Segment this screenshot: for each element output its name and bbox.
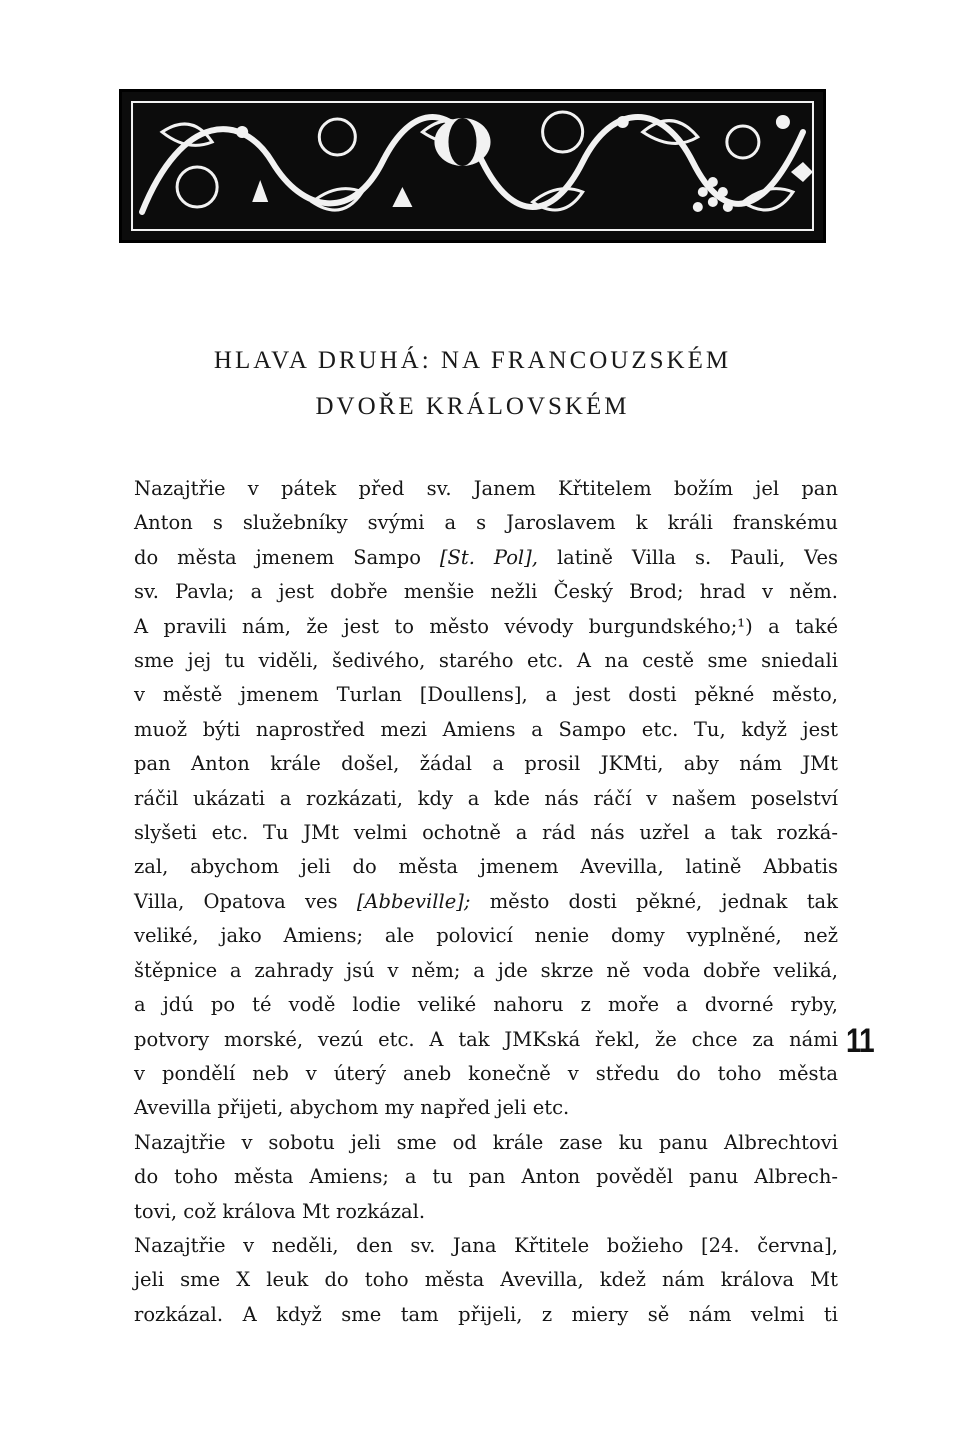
chapter-title xyxy=(119,338,826,430)
text-line: jeli sme X leuk do toho města Avevilla, kdež nám králova Mt xyxy=(134,1268,838,1292)
chapter-title-line-2: DVOŘE KRÁLOVSKÉM xyxy=(315,393,630,420)
page-number: 11 xyxy=(846,1022,874,1060)
italic-text: [St. Pol], xyxy=(439,545,538,569)
paragraph xyxy=(134,1229,838,1332)
text-line: Nazajtřie v sobotu jeli sme od krále zase ku panu Albrechtovi xyxy=(134,1130,838,1154)
text-line: Nazajtřie v neděli, den sv. Jana Křtitele božieho [24. června], xyxy=(134,1233,838,1257)
text-line: sme jej tu viděli, šedivého, starého etc. A na cestě sme sniedali xyxy=(134,649,838,673)
text-line: v městě jmenem Turlan [Doullens], a jest dosti pěkné město, xyxy=(134,683,838,707)
text-line: A pravili nám, že jest to město vévody burgundského;¹) a také xyxy=(134,614,838,638)
text-line: v pondělí neb v úterý aneb konečně v středu do toho města xyxy=(134,1061,838,1085)
paragraph xyxy=(134,472,838,1126)
text-line: sv. Pavla; a jest dobře menšie nežli Český Brod; hrad v něm. xyxy=(134,580,838,604)
text-line: muož býti naprostřed mezi Amiens a Sampo etc. Tu, když jest xyxy=(134,717,838,741)
text-line: a jdú po té vodě lodie veliké nahoru z moře a dvorné ryby, xyxy=(134,993,838,1017)
text-line: Nazajtřie v pátek před sv. Janem Křtitelem božím jel pan xyxy=(134,477,838,500)
text-line: zal, abychom jeli do města jmenem Avevilla, latině Abbatis xyxy=(134,855,838,879)
paragraph xyxy=(134,1126,838,1229)
text-line: pan Anton krále došel, žádal a prosil JKMti, aby nám JMt xyxy=(134,752,838,776)
text-line: Avevilla přijeti, abychom my napřed jeli etc. xyxy=(134,1096,570,1120)
text-line: do města jmenem Sampo [St. Pol], latině Villa s. Pauli, Ves xyxy=(134,545,839,569)
chapter-title-line-1: HLAVA DRUHÁ: NA FRANCOUZSKÉM xyxy=(213,347,732,374)
text-line: tovi, což králova Mt rozkázal. xyxy=(134,1199,426,1223)
floral-vine-ornament-icon xyxy=(122,92,823,240)
text-line: Anton s služebníky svými a s Jaroslavem k králi franskému xyxy=(134,511,838,535)
text-line: rozkázal. A když sme tam přijeli, z miery sě nám velmi ti xyxy=(134,1302,838,1326)
text-line: veliké, jako Amiens; ale polovicí nenie domy vyplněné, než xyxy=(134,924,838,948)
text-line: Villa, Opatova ves [Abbeville]; město dosti pěkné, jednak tak xyxy=(134,889,838,913)
body-text xyxy=(134,472,838,1332)
floral-vine-ornament-band xyxy=(119,89,826,243)
text-line: slyšeti etc. Tu JMt velmi ochotně a rád nás uzřel a tak rozká- xyxy=(134,821,838,845)
text-line: ráčil ukázati a rozkázati, kdy a kde nás ráčí v našem poselství xyxy=(134,786,838,810)
italic-text: [Abbeville]; xyxy=(356,889,471,913)
text-line: štěpnice a zahrady jsú v něm; a jde skrze ně voda dobře veliká, xyxy=(134,958,838,982)
text-line: do toho města Amiens; a tu pan Anton pověděl panu Albrech- xyxy=(134,1165,838,1189)
text-line: potvory morské, vezú etc. A tak JMKská řekl, že chce za námi xyxy=(134,1027,838,1051)
